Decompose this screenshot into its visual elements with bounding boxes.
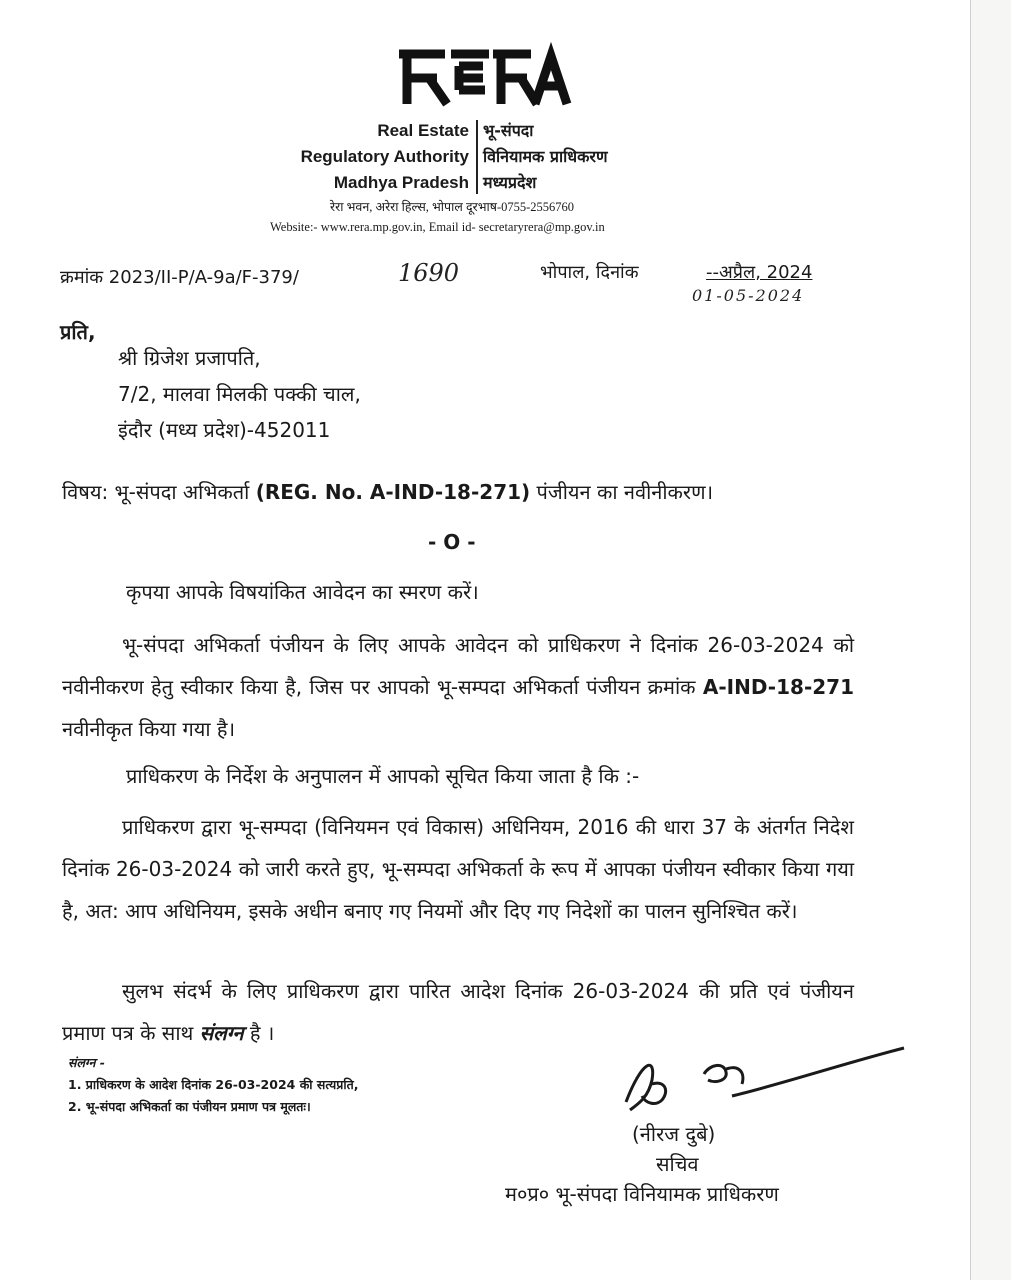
org-en-line: Madhya Pradesh: [333, 173, 469, 192]
enclosures-title: संलग्न -: [68, 1055, 105, 1070]
signatory-name: (नीरज दुबे): [632, 1122, 716, 1146]
enclosure-item: 1. प्राधिकरण के आदेश दिनांक 26-03-2024 की सत्यप्रति,: [68, 1077, 359, 1092]
subject-label: विषय: भू-संपदा अभिकर्ता: [62, 480, 256, 504]
paragraph-3: प्राधिकरण के निर्देश के अनुपालन में आपको सूचित किया जाता है कि :-: [126, 764, 640, 788]
address-line: रेरा भवन, अरेरा हिल्स, भोपाल दूरभाष-0755-2556760: [330, 200, 575, 214]
org-hi-line: विनियामक प्राधिकरण: [483, 147, 608, 166]
rera-logo: [385, 42, 575, 114]
paragraph-2-end: नवीनीकृत किया गया है।: [62, 717, 236, 741]
reference-number: क्रमांक 2023/II-P/A-9a/F-379/: [60, 267, 299, 288]
signatory-designation: सचिव: [656, 1152, 699, 1176]
org-en-line: Regulatory Authority: [300, 147, 469, 166]
paragraph-5-text: सुलभ संदर्भ के लिए प्राधिकरण द्वारा पारित आदेश दिनांक 26-03-2024 की प्रति एवं पंजीयन प्रमाण पत्र के साथ: [62, 979, 854, 1045]
registration-number: A-IND-18-271: [702, 675, 854, 699]
enclosure-item: 2. भू-संपदा अभिकर्ता का पंजीयन प्रमाण पत्र मूलतः।: [68, 1099, 311, 1114]
printed-date: --अप्रैल, 2024: [706, 262, 813, 283]
reference-number-handwritten: 1690: [398, 259, 460, 287]
subject-line: [62, 478, 713, 505]
org-name-hindi: [483, 118, 703, 196]
recipient-address: [118, 340, 361, 448]
website-email-line: Website:- www.rera.mp.gov.in, Email id- secretaryrera@mp.gov.in: [270, 220, 605, 234]
recipient-line: 7/2, मालवा मिलकी पक्की चाल,: [118, 382, 361, 406]
org-hi-line: मध्यप्रदेश: [483, 173, 537, 192]
signatory-office: म०प्र० भू-संपदा विनियामक प्राधिकरण: [505, 1182, 779, 1206]
signature-mark: [612, 1040, 912, 1130]
paragraph-1: कृपया आपके विषयांकित आवेदन का स्मरण करें।: [126, 580, 479, 604]
org-hi-line: भू-संपदा: [483, 121, 534, 140]
handwritten-date: 01-05-2024: [692, 286, 805, 305]
paragraph-2: [62, 624, 854, 750]
paragraph-5-end: है ।: [243, 1021, 275, 1045]
paragraph-4: [62, 806, 854, 932]
place-date-label: भोपाल, दिनांक: [540, 262, 639, 283]
paragraph-2-text: भू-संपदा अभिकर्ता पंजीयन के लिए आपके आवेदन को प्राधिकरण ने दिनांक 26-03-2024 को नवीनीकरण हेतु स्वीकार किया है, जिस पर आपको भू-सम्पदा अभिकर्ता पंजीयन क्रमांक: [62, 633, 854, 699]
subject-reg-number: (REG. No. A-IND-18-271): [255, 480, 531, 504]
enclosed-word: संलग्न: [199, 1021, 244, 1045]
enclosures-list: [68, 1074, 358, 1118]
subject-suffix: पंजीयन का नवीनीकरण।: [530, 480, 714, 504]
org-name-english: [240, 118, 469, 196]
org-divider: [476, 120, 478, 194]
paragraph-4-text: प्राधिकरण द्वारा भू-सम्पदा (विनियमन एवं विकास) अधिनियम, 2016 की धारा 37 के अंतर्गत निदेश दिनांक 26-03-2024 को जारी करते हुए, भू-सम्पदा अभिकर्ता के रूप में आपका पंजीयन स्वीकार किया गया है, अत: आप अधिनियम, इसके अधीन बनाए गए नियमों और दिए गए निदेशों का पालन सुनिश्चित करें।: [62, 815, 854, 923]
recipient-line: इंदौर (मध्य प्रदेश)-452011: [118, 418, 331, 442]
separator-mark: - O -: [428, 530, 476, 554]
to-label: प्रति,: [60, 320, 96, 344]
org-en-line: Real Estate: [377, 121, 469, 140]
recipient-line: श्री ग्रिजेश प्रजापति,: [118, 346, 261, 370]
